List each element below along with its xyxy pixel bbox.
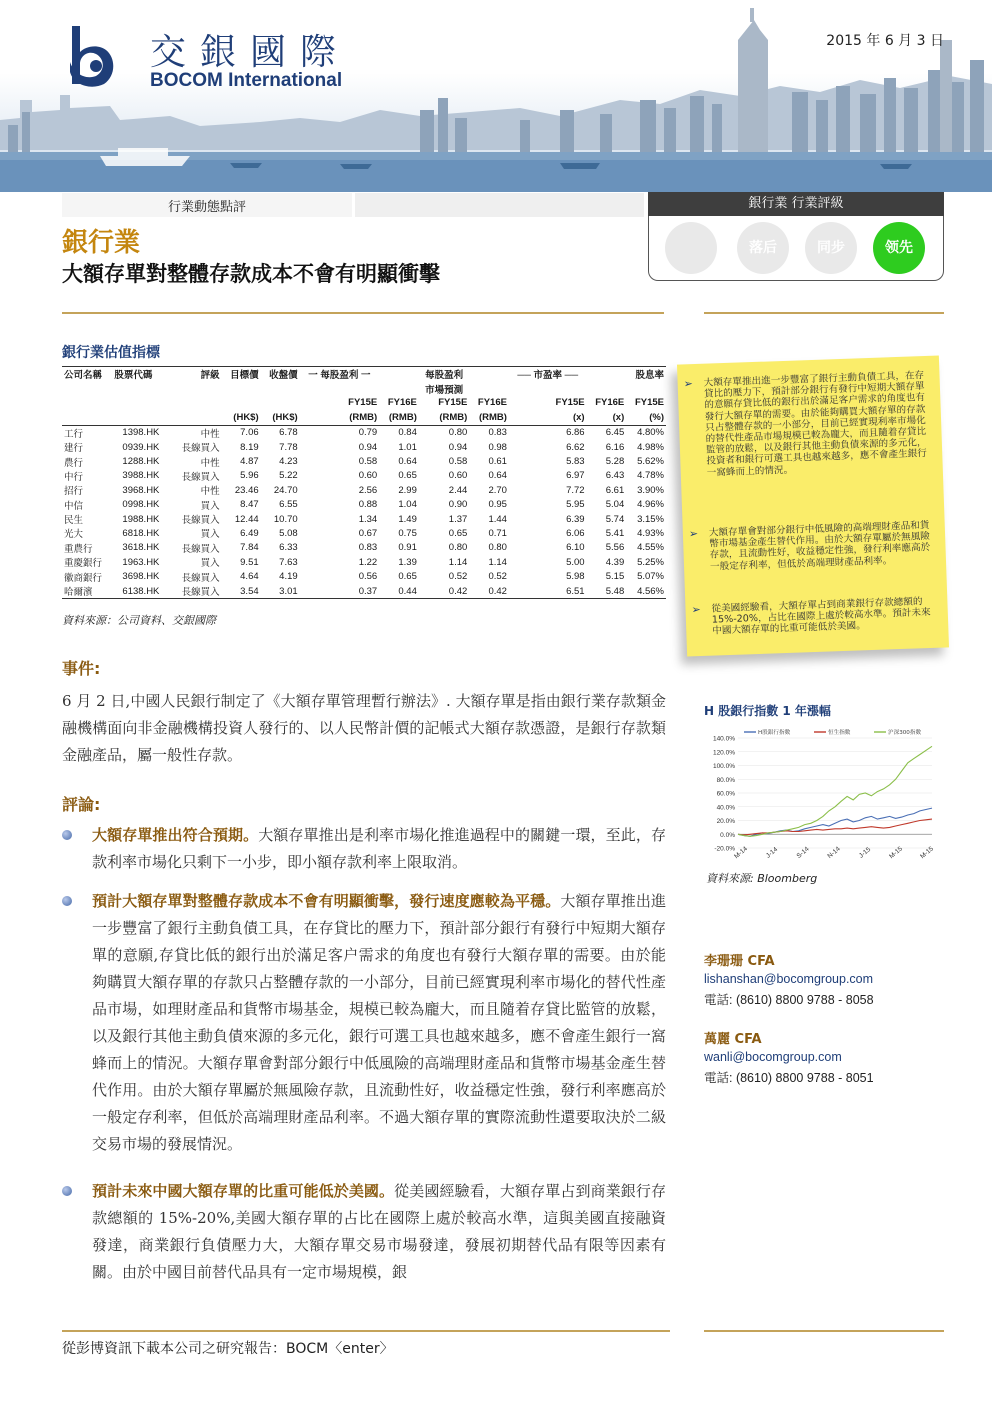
report-headline: 大額存單對整體存款成本不會有明顯衝擊: [62, 261, 440, 286]
table-header-cell: [171, 381, 221, 395]
table-cell: 8.47: [240, 499, 259, 511]
chart-source: 資料來源: Bloomberg: [706, 872, 818, 885]
table-cell: 0.80: [488, 542, 507, 554]
table-row: [62, 541, 666, 555]
table-cell: 0.71: [488, 527, 507, 539]
table-cell: 4.87: [240, 456, 259, 468]
table-cell: 5.07%: [637, 571, 664, 583]
table-header-cell: FY15E: [438, 397, 468, 409]
table-cell: 買入: [200, 500, 220, 512]
table-header-cell: FY15E: [555, 397, 585, 409]
table-header-cell: (x): [612, 411, 625, 423]
table-cell: 光大: [64, 529, 84, 541]
table-header-cell: [469, 367, 509, 382]
table-cell: 6.33: [279, 542, 298, 554]
table-cell: 0.65: [448, 527, 468, 539]
table-header-cell: (%): [649, 411, 664, 423]
summary-point: ➢ 大額存單會對部分銀行中低風險的高端理財產品和貨幣市場基金產生替代作用。由於大額存單屬於無風險存款，且流動性好，收益穩定性強，發行利率應高於一般定存利率，但低於高端理財產品利率。: [688, 519, 931, 573]
table-cell: 24.70: [273, 484, 298, 496]
table-cell: 5.48: [605, 585, 625, 597]
table-cell: 0.52: [448, 571, 468, 583]
y-tick-label: 0.0%: [720, 831, 735, 839]
table-cell: 3698.HK: [122, 571, 160, 583]
table-cell: 1.39: [398, 556, 417, 568]
table-header-cell: [222, 396, 261, 410]
table-cell: 2.99: [398, 484, 417, 496]
table-cell: 1.44: [488, 513, 507, 525]
table-cell: 5.25%: [637, 556, 664, 568]
x-tick-label: M-15: [919, 845, 935, 861]
table-cell: 0.58: [358, 456, 378, 468]
table-cell: 0.60: [358, 470, 378, 482]
footer-rule: [62, 1330, 670, 1332]
table-header-cell: 評級: [200, 370, 220, 382]
footer-rule-right: [704, 1330, 944, 1332]
table-header-cell: FY16E: [595, 397, 625, 409]
bullet-body: 大額存單推出是利率市場化推進過程中的關鍵一環，至此，存款利率市場化只剩下一小步，即小額存款利率上限取消。: [92, 826, 666, 871]
table-cell: 5.22: [279, 470, 298, 482]
table-header-cell: [112, 410, 171, 425]
table-cell: 8.19: [240, 441, 259, 453]
skyline-image: [0, 0, 992, 192]
table-header-cell: (HK$): [233, 411, 259, 423]
table-cell: 買入: [200, 558, 220, 570]
chart-title: H 股銀行指數 1 年漲幅: [704, 704, 831, 718]
table-cell: 0.42: [448, 585, 468, 597]
table-cell: 4.93%: [637, 527, 664, 539]
table-cell: 1.14: [448, 556, 468, 568]
y-tick-label: 100.0%: [712, 763, 735, 770]
table-header-cell: (RMB): [439, 411, 468, 423]
table-cell: 5.56: [605, 542, 625, 554]
table-cell: 長線買入: [181, 471, 220, 483]
table-cell: 哈爾濱: [64, 587, 93, 599]
bullet-icon: [62, 1186, 72, 1196]
table-header-row: [62, 367, 666, 382]
x-tick-label: N-14: [826, 845, 842, 861]
table-cell: 6.45: [605, 427, 625, 439]
analyst-email[interactable]: wanli@bocomgroup.com: [704, 1050, 842, 1064]
analyst-phone: 電話: (8610) 8800 9788 - 8058: [704, 993, 874, 1007]
table-header-cell: [171, 396, 221, 410]
table-header-cell: [62, 381, 112, 395]
y-tick-label: 140.0%: [712, 735, 735, 743]
table-header-cell: FY15E: [634, 397, 664, 409]
x-tick-label: M-15: [888, 845, 904, 861]
y-tick-label: 20.0%: [716, 818, 735, 825]
comment-bullet: [92, 888, 666, 1158]
table-header-cell: (RMB): [349, 411, 378, 423]
table-cell: 0.83: [358, 542, 378, 554]
table-cell: 0.95: [488, 499, 507, 511]
table-cell: 0.80: [448, 542, 468, 554]
table-header-cell: [171, 410, 221, 425]
table-header-cell: ── 市盈率 ──: [517, 370, 579, 382]
table-cell: 6.06: [566, 527, 585, 539]
table-cell: 1.22: [358, 556, 378, 568]
table-cell: 4.55%: [637, 542, 664, 554]
table-cell: 招行: [64, 486, 84, 498]
table-cell: 4.56%: [637, 585, 664, 597]
series-line-1: [738, 819, 932, 835]
table-row: [62, 469, 666, 483]
table-cell: 5.74: [605, 513, 625, 525]
table-cell: 6.97: [566, 470, 585, 482]
analyst-phone: 電話: (8610) 8800 9788 - 8051: [704, 1071, 874, 1085]
table-cell: 4.98%: [637, 441, 664, 453]
table-cell: 23.46: [234, 484, 259, 496]
table-cell: 工行: [64, 428, 84, 440]
table-cell: 徽商銀行: [64, 572, 103, 584]
table-cell: 1398.HK: [122, 427, 160, 439]
table-cell: 6.16: [605, 441, 625, 453]
summary-point: ➢ 大額存單推出進一步豐富了銀行主動負債工具，在存貸比的壓力下，預計部分銀行有發行中短期大額存單的意願存貸比低的銀行出於滿足客户需求的角度也有發行大額存單的需要。由於能夠購買大額存單的存款只占整體存款的一小部分，目前已經實現利率市場化的替代性產品市場規模已較為龐大，而且隨着存貸比監管的放鬆，以及銀行其他主動負債來源的多元化，投資者和銀行可選工具也越來越多，應不會產生銀行一窩蜂而上的情況。: [683, 370, 928, 479]
table-cell: 7.63: [279, 556, 298, 568]
table-cell: 4.39: [605, 556, 625, 568]
summary-sticky-note: [677, 356, 949, 657]
table-cell: 3.54: [240, 585, 259, 597]
arrow-icon: ➢: [691, 602, 701, 617]
table-cell: 6.62: [566, 441, 585, 453]
event-paragraph: 6 月 2 日,中國人民銀行制定了《大額存單管理暫行辦法》. 大額存單是指由銀行業存款類金融機構面向非金融機構投資人發行的、以人民幣計價的記帳式大額存款憑證，是銀行存款類金融產品，屬一般性存款。: [62, 692, 666, 764]
table-header-cell: [112, 396, 171, 410]
table-cell: 6.86: [566, 427, 585, 439]
table-cell: 3618.HK: [122, 542, 160, 554]
table-cell: 1288.HK: [122, 456, 160, 468]
table-cell: 0.42: [488, 585, 507, 597]
sector-title: 銀行業: [62, 228, 141, 258]
table-cell: 4.96%: [637, 499, 664, 511]
table-cell: 9.51: [240, 556, 259, 568]
footer-note: 從彭博資訊下載本公司之研究報告：BOCM〈enter〉: [62, 1341, 394, 1357]
table-cell: 0.56: [358, 571, 378, 583]
y-tick-label: 80.0%: [716, 776, 735, 784]
table-cell: 重農行: [64, 543, 93, 555]
table-cell: 6.51: [566, 585, 585, 597]
table-cell: 4.78%: [637, 470, 664, 482]
legend-label: 恒生指數: [828, 730, 851, 736]
x-tick-label: J-14: [764, 846, 780, 860]
analyst-name: 李珊珊 CFA: [704, 954, 775, 969]
y-tick-label: 40.0%: [716, 804, 735, 812]
table-cell: 中性: [200, 428, 220, 440]
bullet-body: 大額存單推出進一步豐富了銀行主動負債工具，在存貸比的壓力下，預計部分銀行有發行中短期大額存單的意願,存貸比低的銀行出於滿足客户需求的角度也有發行大額存單的需要。由於能夠購買大額存單的存款只占整體存款的一小部分，目前已經實現利率市場化的替代性產品市場，如理財產品和貨幣市場基金，規模已較為龐大，而且隨着存貸比監管的放鬆，以及銀行其他主動負債來源的多元化，銀行可選工具也越來越多，應不會產生銀行一窩蜂而上的情況。大額存單會對部分銀行中低風險的高端理財產品和貨幣市場基金產生替代作用。由於大額存單屬於無風險存款，且流動性好，收益穩定性強，發行利率應高於一般定存利率，但低於高端理財產品利率。不過大額存單的實際流動性還要取決於二級交易市場的發展情況。: [92, 892, 666, 1153]
table-header-cell: [261, 396, 300, 410]
table-cell: 4.19: [279, 571, 298, 583]
table-cell: 7.78: [279, 441, 298, 453]
analyst-email[interactable]: lishanshan@bocomgroup.com: [704, 972, 874, 986]
comment-heading: 評論:: [62, 795, 101, 814]
comment-bullet: [92, 1178, 666, 1286]
table-cell: 1.04: [398, 499, 417, 511]
table-header-cell: [469, 381, 509, 395]
table-cell: 4.23: [279, 456, 298, 468]
valuation-table: [62, 366, 666, 599]
table-cell: 中性: [200, 457, 220, 469]
table-cell: 3.15%: [637, 513, 664, 525]
table-row: [62, 555, 666, 569]
table-cell: 農行: [64, 457, 84, 469]
header-banner: [0, 0, 992, 192]
report-date: 2015 年 6 月 3 日: [826, 33, 944, 49]
table-header-cell: 股票代碼: [114, 370, 153, 382]
table-source: 資料來源：公司資料、交銀國際: [62, 614, 216, 627]
table-header-cell: FY16E: [477, 397, 507, 409]
rating-lamp-underperform: 落后: [737, 222, 789, 274]
table-cell: 建行: [64, 443, 84, 455]
table-header-cell: 一 每股盈利 一: [308, 370, 371, 382]
table-cell: 長線買入: [181, 572, 220, 584]
table-cell: 3.01: [279, 585, 298, 597]
table-cell: 5.15: [605, 571, 625, 583]
table-header-cell: [587, 367, 627, 382]
table-header-cell: [379, 381, 419, 395]
table-cell: 7.72: [566, 484, 585, 496]
table-header-cell: [379, 367, 419, 382]
bullet-lead: 預計未來中國大額存單的比重可能低於美國。: [92, 1182, 395, 1200]
table-header-row: [62, 410, 666, 425]
table-cell: 3988.HK: [122, 470, 160, 482]
table-cell: 長線買入: [181, 543, 220, 555]
table-cell: 民生: [64, 515, 84, 527]
table-header-cell: FY16E: [387, 397, 417, 409]
analyst-name: 萬麗 CFA: [704, 1032, 762, 1047]
table-header-cell: [587, 381, 627, 395]
arrow-icon: ➢: [683, 377, 694, 391]
table-cell: 長線買入: [181, 587, 220, 599]
table-header-cell: [626, 381, 666, 395]
table-cell: 0.64: [488, 470, 507, 482]
table-cell: 0.67: [358, 527, 378, 539]
table-cell: 2.70: [488, 484, 507, 496]
table-header-cell: 目標價: [230, 370, 259, 382]
table-cell: 7.84: [240, 542, 259, 554]
bullet-icon: [62, 896, 72, 906]
table-cell: 6.39: [566, 513, 585, 525]
bullet-icon: [62, 830, 72, 840]
report-category: 行業動態點評: [167, 200, 246, 215]
table-header-cell: [300, 381, 380, 395]
company-name-en: BOCOM International: [150, 70, 343, 91]
table-cell: 0.98: [488, 441, 507, 453]
table-cell: 5.95: [566, 499, 585, 511]
table-row: [62, 454, 666, 468]
table-cell: 5.83: [566, 456, 585, 468]
table-cell: 1.34: [358, 513, 378, 525]
table-cell: 1.14: [488, 556, 507, 568]
table-cell: 1963.HK: [122, 556, 160, 568]
table-header-row: [62, 396, 666, 410]
table-cell: 6.10: [566, 542, 585, 554]
rating-lamp-blank: [665, 222, 717, 274]
table-cell: 中信: [64, 500, 84, 512]
divider-rule-right: [704, 312, 944, 314]
table-cell: 6.78: [279, 427, 298, 439]
table-cell: 4.80%: [637, 427, 664, 439]
rating-lamp-outperform: 领先: [873, 222, 925, 274]
table-cell: 6.49: [240, 527, 259, 539]
table-header-cell: (x): [572, 411, 585, 423]
table-cell: 6.43: [605, 470, 625, 482]
index-performance-chart: [704, 724, 944, 864]
table-cell: 0.37: [358, 585, 378, 597]
table-cell: 0.75: [398, 527, 417, 539]
rating-lamp-neutral: 同步: [805, 222, 857, 274]
x-tick-label: S-14: [795, 845, 811, 860]
table-cell: 長線買入: [181, 443, 220, 455]
table-cell: 5.04: [605, 499, 625, 511]
table-header-cell: [261, 381, 300, 395]
table-header-cell: [62, 410, 112, 425]
table-cell: 12.44: [234, 513, 259, 525]
table-cell: 0.80: [448, 427, 468, 439]
arrow-icon: ➢: [688, 527, 699, 541]
table-header-cell: 每股盈利: [425, 370, 464, 382]
table-cell: 0998.HK: [122, 499, 160, 511]
bullet-lead: 大額存單推出符合預期。: [92, 826, 259, 844]
table-cell: 0.90: [448, 499, 468, 511]
table-cell: 重慶銀行: [64, 558, 103, 570]
table-cell: 1.49: [398, 513, 417, 525]
rating-title-bar: 銀行業 行業評級: [648, 192, 944, 216]
table-header-cell: [222, 381, 261, 395]
bocom-logo-icon: [62, 22, 118, 88]
series-line-0: [738, 808, 932, 836]
table-header-cell: 股息率: [635, 370, 664, 382]
table-row: [62, 483, 666, 497]
table-cell: 0.65: [398, 470, 417, 482]
x-tick-label: J-15: [857, 846, 873, 860]
table-header-cell: (RMB): [388, 411, 417, 423]
y-tick-label: 120.0%: [712, 749, 735, 757]
table-cell: 買入: [200, 529, 220, 541]
table-cell: 4.64: [240, 571, 259, 583]
table-header-cell: [509, 381, 587, 395]
table-row: [62, 584, 666, 599]
table-row: [62, 512, 666, 526]
table-cell: 0.79: [358, 427, 378, 439]
table-cell: 7.06: [240, 427, 259, 439]
table-cell: 5.41: [605, 527, 625, 539]
table-cell: 6.55: [279, 499, 298, 511]
table-header-cell: 收盤價: [269, 370, 298, 382]
table-cell: 3.90%: [637, 484, 664, 496]
table-cell: 0.52: [488, 571, 507, 583]
table-cell: 0.44: [398, 585, 417, 597]
table-cell: 1.01: [398, 441, 417, 453]
event-heading: 事件:: [62, 659, 101, 678]
table-cell: 0.64: [398, 456, 417, 468]
table-cell: 0.84: [398, 427, 417, 439]
table-row: [62, 498, 666, 512]
table-cell: 2.44: [448, 484, 468, 496]
table-cell: 中性: [200, 486, 220, 498]
y-tick-label: 60.0%: [716, 790, 735, 798]
table-cell: 6818.HK: [122, 527, 160, 539]
table-cell: 5.98: [566, 571, 585, 583]
table-cell: 5.96: [240, 470, 259, 482]
table-header-cell: (RMB): [478, 411, 507, 423]
valuation-table-title: 銀行業估值指標: [62, 345, 160, 361]
table-cell: 10.70: [273, 513, 298, 525]
table-cell: 0.61: [488, 456, 507, 468]
table-cell: 0.60: [448, 470, 468, 482]
company-name-cn: 交銀國際: [150, 32, 351, 73]
table-cell: 3968.HK: [122, 484, 160, 496]
table-row: [62, 425, 666, 440]
legend-label: H股銀行指數: [758, 730, 791, 736]
table-cell: 0.91: [398, 542, 417, 554]
legend-label: 沪深300指數: [888, 730, 922, 736]
table-cell: 0.58: [448, 456, 468, 468]
summary-point: ➢ 從美國經驗看，大額存單占到商業銀行存款總額的 15%-20%，占比在國際上處於較高水準。預計未來中國大額存單的比重可能低於美國。: [691, 596, 931, 637]
table-header-cell: FY15E: [348, 397, 378, 409]
table-header-cell: (HK$): [272, 411, 298, 423]
table-cell: 5.00: [566, 556, 585, 568]
table-row: [62, 440, 666, 454]
table-cell: 0.88: [358, 499, 378, 511]
table-cell: 6138.HK: [122, 585, 160, 597]
table-header-cell: [62, 396, 112, 410]
table-row: [62, 526, 666, 540]
table-cell: 長線買入: [181, 515, 220, 527]
table-cell: 6.61: [605, 484, 625, 496]
y-tick-label: -20.0%: [714, 845, 735, 853]
table-header-cell: 公司名稱: [64, 370, 103, 382]
table-cell: 1.37: [448, 513, 468, 525]
table-cell: 5.62%: [637, 456, 664, 468]
table-header-row: [62, 381, 666, 395]
bullet-lead: 預計大額存單對整體存款成本不會有明顯衝擊，發行速度應較為平穩。: [92, 892, 561, 910]
table-cell: 0.94: [358, 441, 378, 453]
table-cell: 0939.HK: [122, 441, 160, 453]
table-cell: 中行: [64, 471, 84, 483]
table-cell: 0.65: [398, 571, 417, 583]
table-cell: 2.56: [358, 484, 378, 496]
comment-bullet: [92, 822, 666, 876]
table-cell: 0.83: [488, 427, 507, 439]
x-tick-label: M-14: [733, 845, 749, 861]
bullet-body: 從美國經驗看，大額存單占到商業銀行存款總額的 15%-20%,美國大額存單的占比在國際上處於較高水準，這與美國直接融資發達，商業銀行負債壓力大，大額存單交易市場發達，發展初期替代品有限等因素有關。由於中國目前替代品具有一定市場規模，銀: [92, 1182, 666, 1281]
rating-lights: [648, 216, 944, 281]
table-cell: 1988.HK: [122, 513, 160, 525]
table-header-cell: 市場預測: [425, 384, 464, 396]
table-header-cell: [112, 381, 171, 395]
divider-rule: [62, 312, 664, 314]
table-cell: 5.08: [279, 527, 298, 539]
table-cell: 0.94: [448, 441, 468, 453]
table-cell: 5.28: [605, 456, 625, 468]
table-row: [62, 569, 666, 583]
